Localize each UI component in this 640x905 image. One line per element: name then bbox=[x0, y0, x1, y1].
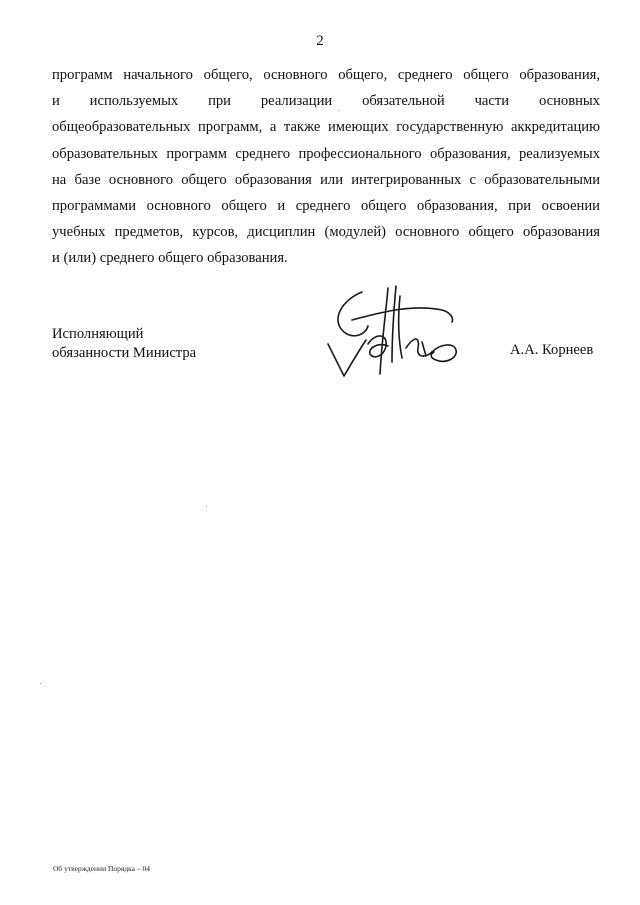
footer-reference: Об утверждении Порядка – 04 bbox=[53, 864, 150, 873]
scan-speck bbox=[338, 110, 339, 111]
body-line: на базе основного общего образования или интегрированных с образовательными bbox=[52, 171, 600, 188]
body-line: и используемых при реализации обязательной части основных bbox=[52, 93, 600, 110]
signer-title bbox=[52, 325, 196, 363]
scan-speck bbox=[206, 506, 207, 507]
signer-name: А.А. Корнеев bbox=[510, 342, 594, 358]
handwritten-signature bbox=[322, 282, 462, 382]
body-paragraph bbox=[52, 62, 600, 272]
page-number: 2 bbox=[316, 33, 324, 49]
body-line: программ начального общего, основного общего, среднего общего образования, bbox=[52, 67, 600, 83]
scan-speck bbox=[40, 683, 41, 684]
body-line: программами основного общего и среднего общего образования, при освоении bbox=[52, 198, 600, 215]
body-line: учебных предметов, курсов, дисциплин (модулей) основного общего образования bbox=[52, 224, 600, 241]
signer-title-line: Исполняющий bbox=[52, 326, 144, 342]
body-line: образовательных программ среднего профессионального образования, реализуемых bbox=[52, 145, 600, 162]
signer-title-line: обязанности Министра bbox=[52, 345, 197, 361]
body-line: общеобразовательных программ, а также имеющих государственную аккредитацию bbox=[52, 119, 600, 136]
body-line: и (или) среднего общего образования. bbox=[52, 250, 288, 267]
